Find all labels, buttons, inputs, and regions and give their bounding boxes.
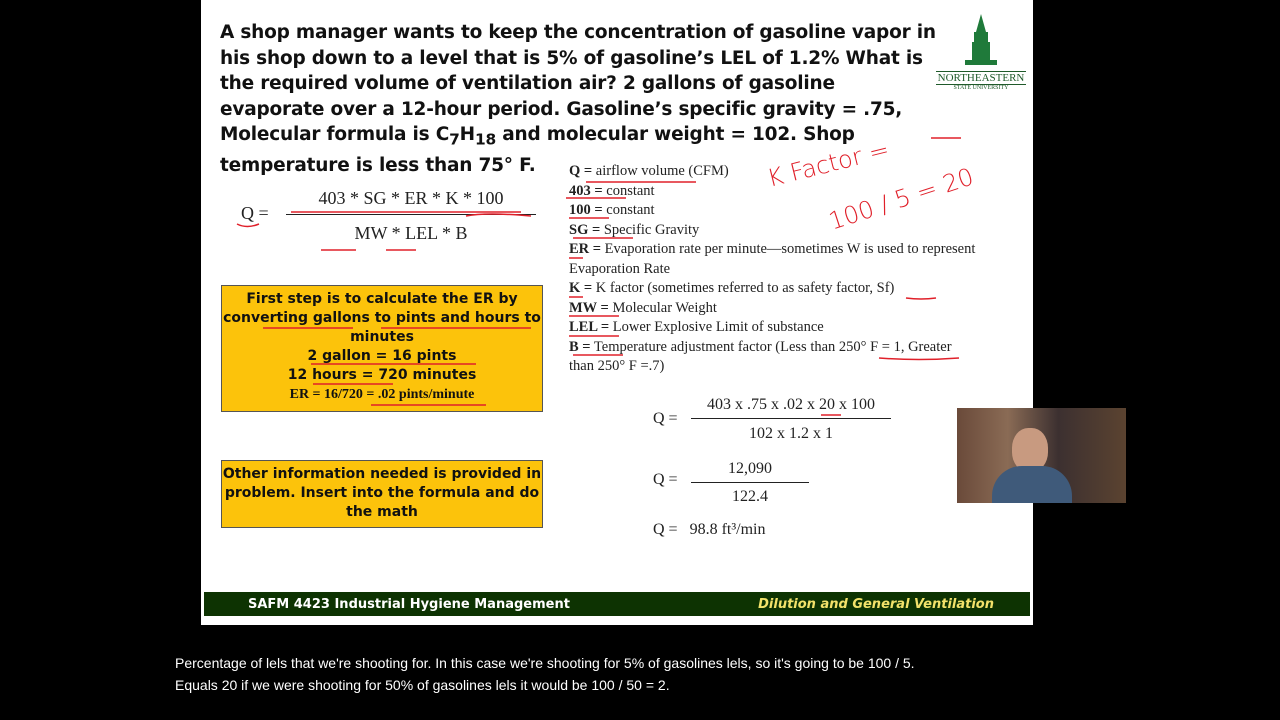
definition-item	[569, 338, 979, 377]
clock-tower-icon	[964, 14, 998, 66]
q-c: C	[435, 124, 450, 145]
definition-text: Lower Explosive Limit of substance	[609, 319, 824, 335]
definition-text: Molecular Weight	[608, 299, 717, 316]
calc1-q: Q =	[653, 410, 678, 427]
definition-term: B =	[569, 338, 591, 355]
university-logo	[936, 14, 1026, 91]
subtitle-caption	[175, 652, 915, 696]
definition-term: LEL =	[569, 319, 610, 335]
definition-term: SG =	[569, 221, 601, 238]
calc2-denominator: 122.4	[691, 482, 809, 506]
calc1-numerator: 403 x .75 x .02 x 20 x 100	[707, 396, 875, 413]
definition-text: airflow volume (CFM)	[592, 163, 729, 179]
handwritten-ratio: 100 / 5 = 20	[825, 162, 977, 236]
box1-intro: First step is to calculate the ER by converting gallons to pints and hours to minutes	[223, 291, 541, 345]
calc1-fraction	[691, 396, 891, 443]
box1-hours: 12 hours = 720 minutes	[287, 367, 477, 383]
caption-line-1: Percentage of lels that we're shooting for. In this case we're shooting for 5% of gasolines lels, so it's going to be 100 / 5.	[175, 655, 915, 671]
calc-result	[653, 521, 765, 539]
info-box	[221, 460, 543, 528]
logo-sub: STATE UNIVERSITY	[953, 85, 1009, 91]
slide	[201, 0, 1033, 625]
definition-text: Specific Gravity	[600, 221, 700, 238]
definition-term: Q =	[569, 163, 593, 179]
formula-fraction	[286, 188, 536, 244]
definition-item	[569, 240, 979, 279]
definition-text: Evaporation rate per minute—sometimes W is used to represent Evaporation Rate	[569, 241, 976, 277]
q-h: H	[459, 124, 475, 145]
definition-term: 100 =	[569, 202, 603, 218]
calc3-result: 98.8 ft³/min	[689, 521, 766, 538]
definition-term: K =	[569, 280, 593, 296]
footer-course: SAFM 4423 Industrial Hygiene Management	[248, 597, 570, 612]
definition-text: constant	[602, 182, 655, 199]
logo-name: NORTHEASTERN	[937, 72, 1025, 84]
definition-term: 403 =	[569, 182, 603, 199]
definition-text: K factor (sometimes referred to as safety factor, Sf)	[592, 280, 895, 296]
q-text: A shop manager wants to keep the concentration of gasoline vapor in his shop down to a level that is 5% of gasoline’s LEL of 1.2% What is the required volume of ventilation air? 2 gallons of gasoline evaporate over a 12-hour period. Gasoline’s specific gravity = .75, Molecular formula is	[220, 22, 936, 145]
er-calculation-box	[221, 285, 543, 412]
definition-item	[569, 221, 979, 241]
q-hsub: 18	[474, 130, 496, 149]
definition-text: Temperature adjustment factor (Less than 250° F = 1, Greater than 250° F =.7)	[569, 338, 952, 374]
presenter-webcam	[957, 408, 1126, 503]
caption-line-2: Equals 20 if we were shooting for 50% of gasolines lels it would be 100 / 50 = 2.	[175, 677, 670, 693]
footer-topic: Dilution and General Ventilation	[758, 597, 994, 612]
calc2-numerator: 12,090	[728, 460, 772, 477]
definition-item	[569, 279, 979, 299]
calc3-q: Q =	[653, 521, 678, 538]
definition-term: ER =	[569, 241, 602, 257]
calc1-denominator: 102 x 1.2 x 1	[691, 418, 891, 443]
box1-er: ER = 16/720 = .02 pints/minute	[289, 387, 475, 402]
definition-item	[569, 318, 979, 338]
box1-gallons: 2 gallon = 16 pints	[307, 348, 457, 364]
definition-term: MW =	[569, 299, 609, 316]
definition-item	[569, 299, 979, 319]
definition-text: constant	[602, 202, 655, 218]
q-text-end: and molecular weight = 102. Shop temperature is less than 75° F.	[220, 124, 855, 177]
box2-text: Other information needed is provided in problem. Insert into the formula and do the math	[222, 466, 542, 520]
q-csub: 7	[449, 130, 460, 149]
formula-denominator: MW * LEL * B	[286, 214, 536, 244]
formula-numerator: 403 * SG * ER * K * 100	[318, 188, 504, 208]
handwritten-k-factor: K Factor =	[764, 135, 893, 193]
calc2-fraction	[691, 460, 809, 506]
formula-lhs: Q =	[241, 203, 269, 223]
calc2-q: Q =	[653, 471, 678, 488]
slide-footer	[204, 592, 1030, 616]
